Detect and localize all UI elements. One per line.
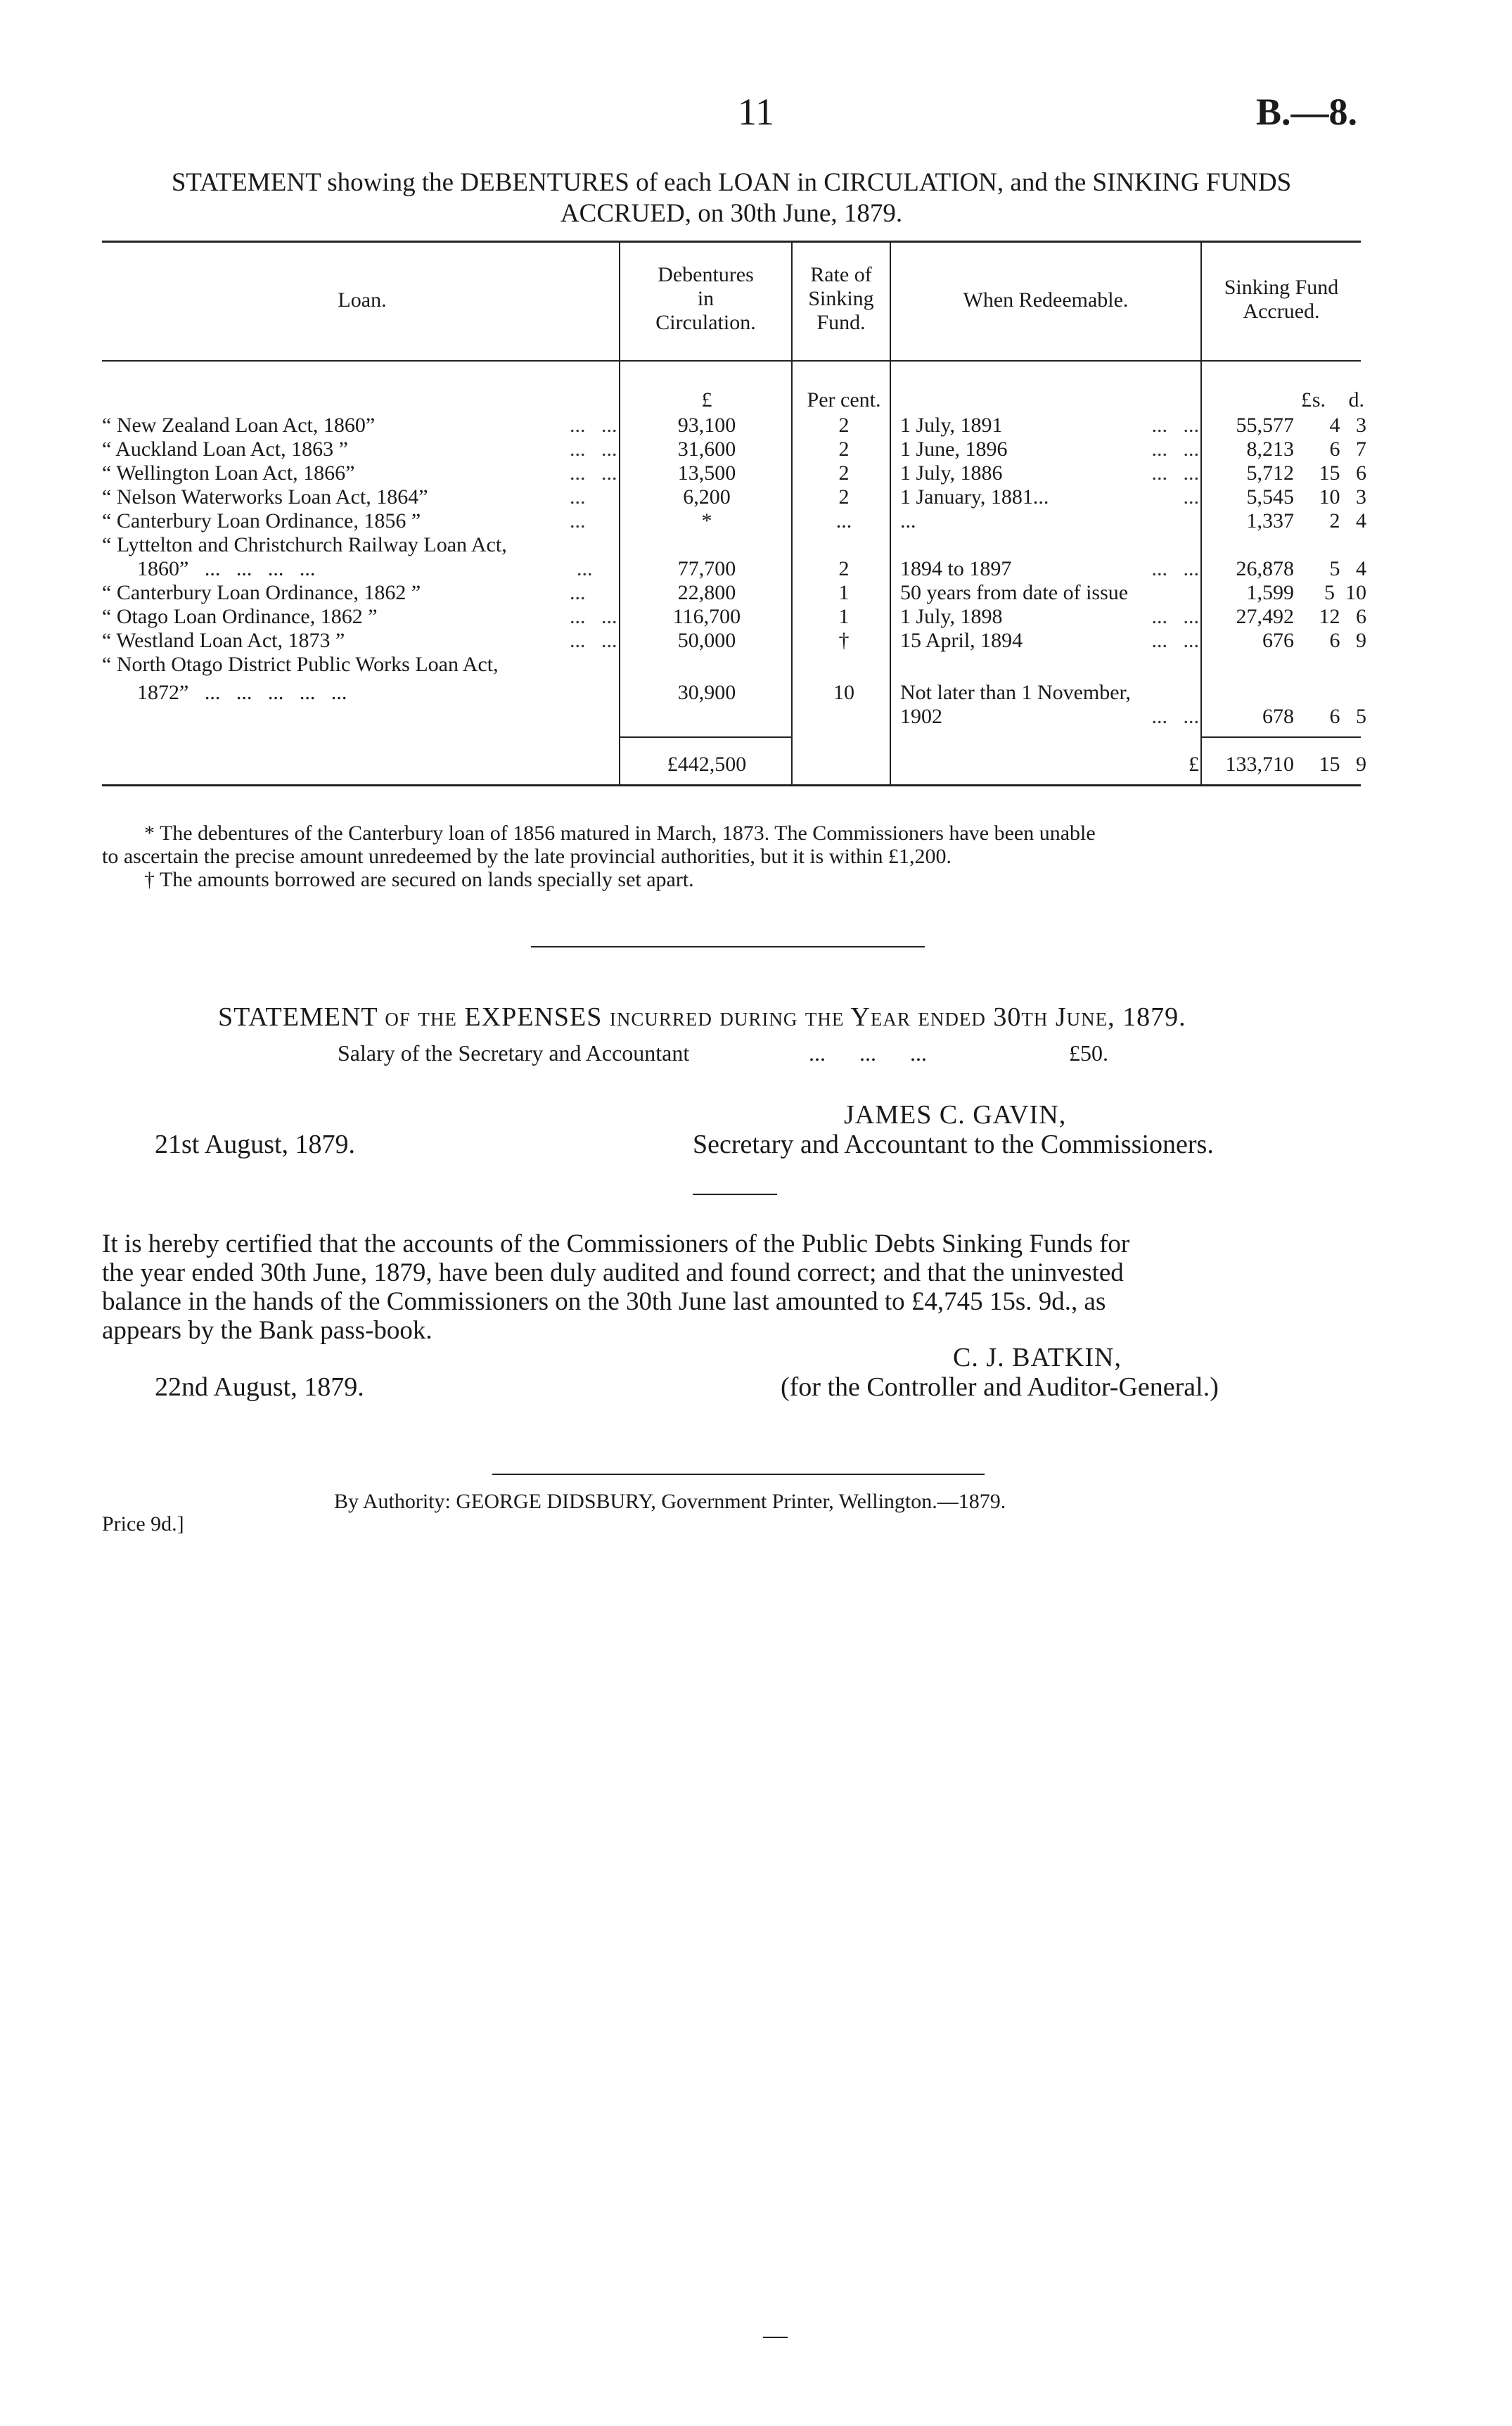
signature2-date: 22nd August, 1879.: [155, 1372, 364, 1402]
debentures-value: 13,500: [677, 461, 736, 485]
rate-value: 2: [838, 461, 850, 485]
header-debentures: [620, 263, 791, 335]
footnote-star-line2: to ascertain the precise amount unredeemed by the late provincial authorities, but it is within £1,200.: [102, 845, 952, 868]
certificate-line3: balance in the hands of the Commissioners on the 30th June last amounted to £4,745 15s. 9d., as: [102, 1287, 1106, 1316]
loan-dots: ... ...: [570, 461, 617, 485]
table-top-rule: [102, 241, 1361, 243]
rate-value: 2: [838, 414, 850, 437]
sinking-fund-sd: 6 9: [1329, 629, 1366, 652]
unit-sinking-s: s.: [1312, 388, 1326, 411]
sinking-fund-sd: 15 6: [1319, 461, 1366, 485]
bottom-mark: [763, 2337, 788, 2338]
signatory-title-batkin: (for the Controller and Auditor-General.): [781, 1372, 1219, 1402]
sinking-fund-pounds: 55,577: [1236, 414, 1294, 437]
unit-debentures: £: [701, 388, 712, 411]
table-title: [102, 167, 1361, 229]
sinking-fund-sd: 6 7: [1329, 438, 1366, 461]
sinking-fund-pounds: 676: [1262, 629, 1294, 652]
certificate-line1: It is hereby certified that the accounts of the Commissioners of the Public Debts Sinking Funds for: [102, 1230, 1130, 1258]
rate-value: ...: [835, 509, 852, 532]
loan-dots: ...: [570, 581, 586, 604]
document-reference: B.—8.: [1255, 91, 1357, 133]
rate-value: 2: [838, 438, 850, 461]
loan-name: “ Auckland Loan Act, 1863 ”: [102, 438, 348, 461]
sinking-fund-pounds: 1,337: [1246, 509, 1294, 532]
header-debentures-line1: Debentures: [658, 263, 754, 286]
total-sinking-prefix: £: [1189, 753, 1199, 776]
header-sinking: [1202, 276, 1361, 324]
redeemable-date: 1 July, 1891: [900, 414, 1003, 437]
salary-label: Salary of the Secretary and Accountant: [338, 1040, 690, 1066]
table-bottom-rule: [102, 784, 1361, 786]
sinking-fund-sd: 4 3: [1329, 414, 1366, 437]
sinking-fund-pounds: 8,213: [1246, 438, 1294, 461]
loan-dots: ...: [577, 557, 593, 580]
redeemable-date: 1 January, 1881...: [900, 485, 1049, 509]
loan-dots: ... ...: [570, 605, 617, 628]
rate-value: 2: [838, 485, 850, 509]
debentures-value: 30,900: [677, 681, 736, 704]
footnote-dagger: † The amounts borrowed are secured on lands specially set apart.: [144, 868, 694, 891]
sinking-fund-pounds: 5,712: [1246, 461, 1294, 485]
header-sinking-line1: Sinking Fund: [1224, 276, 1339, 299]
loan-name: “ New Zealand Loan Act, 1860”: [102, 414, 376, 437]
loan-dots: ... ...: [570, 438, 617, 461]
sinking-fund-sd: 5 4: [1329, 557, 1366, 580]
sinking-fund-pounds: 27,492: [1236, 605, 1294, 628]
debentures-value: *: [701, 509, 712, 532]
rate-value: 1: [838, 581, 850, 604]
redeemable-dots: ... ...: [1151, 629, 1199, 652]
table-title-line1: STATEMENT showing the DEBENTURES of each LOAN in CIRCULATION, and the SINKING FUNDS: [171, 168, 1292, 197]
loan-dots: ...: [570, 485, 586, 509]
loan-name: “ North Otago District Public Works Loan Act,: [102, 653, 499, 676]
loan-name: “ Nelson Waterworks Loan Act, 1864”: [102, 485, 428, 509]
sinking-fund-pounds: 5,545: [1246, 485, 1294, 509]
debentures-value: 50,000: [677, 629, 736, 652]
total-sinking-sd: 15 9: [1319, 753, 1366, 776]
redeemable-dots: ...: [1183, 485, 1199, 509]
col-divider-4: [1200, 243, 1202, 784]
imprint: By Authority: GEORGE DIDSBURY, Government Printer, Wellington.—1879.: [334, 1490, 1006, 1513]
header-loan: Loan.: [338, 288, 387, 312]
redeemable-dots: ... ...: [1151, 461, 1199, 485]
signatory-title-gavin: Secretary and Accountant to the Commissioners.: [693, 1130, 1214, 1159]
header-rate: [793, 263, 890, 335]
price: Price 9d.]: [102, 1512, 184, 1536]
header-debentures-line3: Circulation.: [655, 311, 756, 334]
header-rate-line3: Fund.: [816, 311, 866, 334]
sinking-fund-sd: 5 10: [1324, 581, 1366, 604]
redeemable-date: 1894 to 1897: [900, 557, 1012, 580]
redeemable-date: ...: [900, 509, 916, 532]
sinking-fund-pounds: 26,878: [1236, 557, 1294, 580]
signature1-date: 21st August, 1879.: [155, 1130, 356, 1159]
rate-value: †: [838, 629, 850, 652]
debentures-value: 77,700: [677, 557, 736, 580]
rate-value: 2: [838, 557, 850, 580]
header-debentures-line2: in: [697, 287, 715, 310]
sinking-fund-sd: 6 5: [1329, 705, 1366, 728]
loan-name: “ Canterbury Loan Ordinance, 1856 ”: [102, 509, 421, 532]
total-rule-sinking: [1200, 736, 1361, 738]
redeemable-date: 1 June, 1896: [900, 438, 1008, 461]
signatory-name-batkin: C. J. BATKIN,: [953, 1343, 1122, 1372]
certificate-line2: the year ended 30th June, 1879, have been duly audited and found correct; and that the uninvested: [102, 1258, 1124, 1287]
redeemable-date: 1 July, 1886: [900, 461, 1003, 485]
debentures-value: 93,100: [677, 414, 736, 437]
debentures-value: 116,700: [672, 605, 741, 628]
loan-name: 1872” ... ... ... ... ...: [137, 681, 347, 704]
rate-value: 10: [833, 681, 854, 704]
loan-dots: ...: [570, 509, 586, 532]
salary-amount: £50.: [1069, 1040, 1108, 1066]
redeemable-date: 50 years from date of issue: [900, 581, 1129, 604]
sinking-fund-pounds: 678: [1262, 705, 1294, 728]
page-number: 11: [738, 91, 774, 133]
header-rate-line1: Rate of: [810, 263, 872, 286]
loan-name: “ Lyttelton and Christchurch Railway Loan Act,: [102, 533, 507, 556]
signatory-name-gavin: JAMES C. GAVIN,: [844, 1100, 1067, 1130]
loan-name: “ Otago Loan Ordinance, 1862 ”: [102, 605, 378, 628]
redeemable-date: 15 April, 1894: [900, 629, 1023, 652]
imprint-rule: [492, 1474, 985, 1475]
loan-dots: ... ...: [570, 414, 617, 437]
redeemable-dots: ... ...: [1151, 557, 1199, 580]
header-sinking-line2: Accrued.: [1243, 300, 1320, 323]
debentures-value: 31,600: [677, 438, 736, 461]
sinking-fund-sd: 2 4: [1329, 509, 1366, 532]
section-divider-1: [531, 946, 925, 947]
unit-rate: Per cent.: [807, 388, 881, 411]
footnote-star-line1: * The debentures of the Canterbury loan of 1856 matured in March, 1873. The Commissioners have been unable: [144, 822, 1096, 845]
section-divider-2: [693, 1194, 777, 1195]
redeemable-date: 1 July, 1898: [900, 605, 1003, 628]
loan-name: “ Westland Loan Act, 1873 ”: [102, 629, 345, 652]
sinking-fund-pounds: 1,599: [1246, 581, 1294, 604]
table-title-line2: ACCRUED, on 30th June, 1879.: [560, 199, 903, 228]
sinking-fund-sd: 10 3: [1319, 485, 1366, 509]
debentures-value: 22,800: [677, 581, 736, 604]
unit-sinking-pound: £: [1301, 388, 1312, 411]
redeemable-dots: ... ...: [1151, 414, 1199, 437]
total-sinking-pounds: 133,710: [1225, 753, 1294, 776]
rate-value: 1: [838, 605, 850, 628]
redeemable-dots: ... ...: [1151, 705, 1199, 728]
loan-name: “ Canterbury Loan Ordinance, 1862 ”: [102, 581, 421, 604]
loan-dots: ... ...: [570, 629, 617, 652]
redeemable-date: 1902: [900, 705, 942, 728]
header-when: When Redeemable.: [963, 288, 1129, 312]
debentures-value: 6,200: [683, 485, 731, 509]
unit-sinking-d: d.: [1348, 388, 1364, 411]
total-debentures: £442,500: [667, 753, 747, 776]
expenses-title: STATEMENT of the EXPENSES incurred during the Year ended 30th June, 1879.: [218, 1002, 1186, 1032]
salary-dots: ... ... ...: [809, 1040, 927, 1066]
loan-name: 1860” ... ... ... ...: [137, 557, 316, 580]
header-bottom-rule: [102, 360, 1361, 362]
redeemable-dots: ... ...: [1151, 605, 1199, 628]
header-rate-line2: Sinking: [808, 287, 874, 310]
loan-name: “ Wellington Loan Act, 1866”: [102, 461, 355, 485]
redeemable-date: Not later than 1 November,: [900, 681, 1131, 704]
total-rule-debentures: [619, 736, 791, 738]
certificate-line4: appears by the Bank pass-book.: [102, 1316, 433, 1345]
sinking-fund-sd: 12 6: [1319, 605, 1366, 628]
redeemable-dots: ... ...: [1151, 438, 1199, 461]
